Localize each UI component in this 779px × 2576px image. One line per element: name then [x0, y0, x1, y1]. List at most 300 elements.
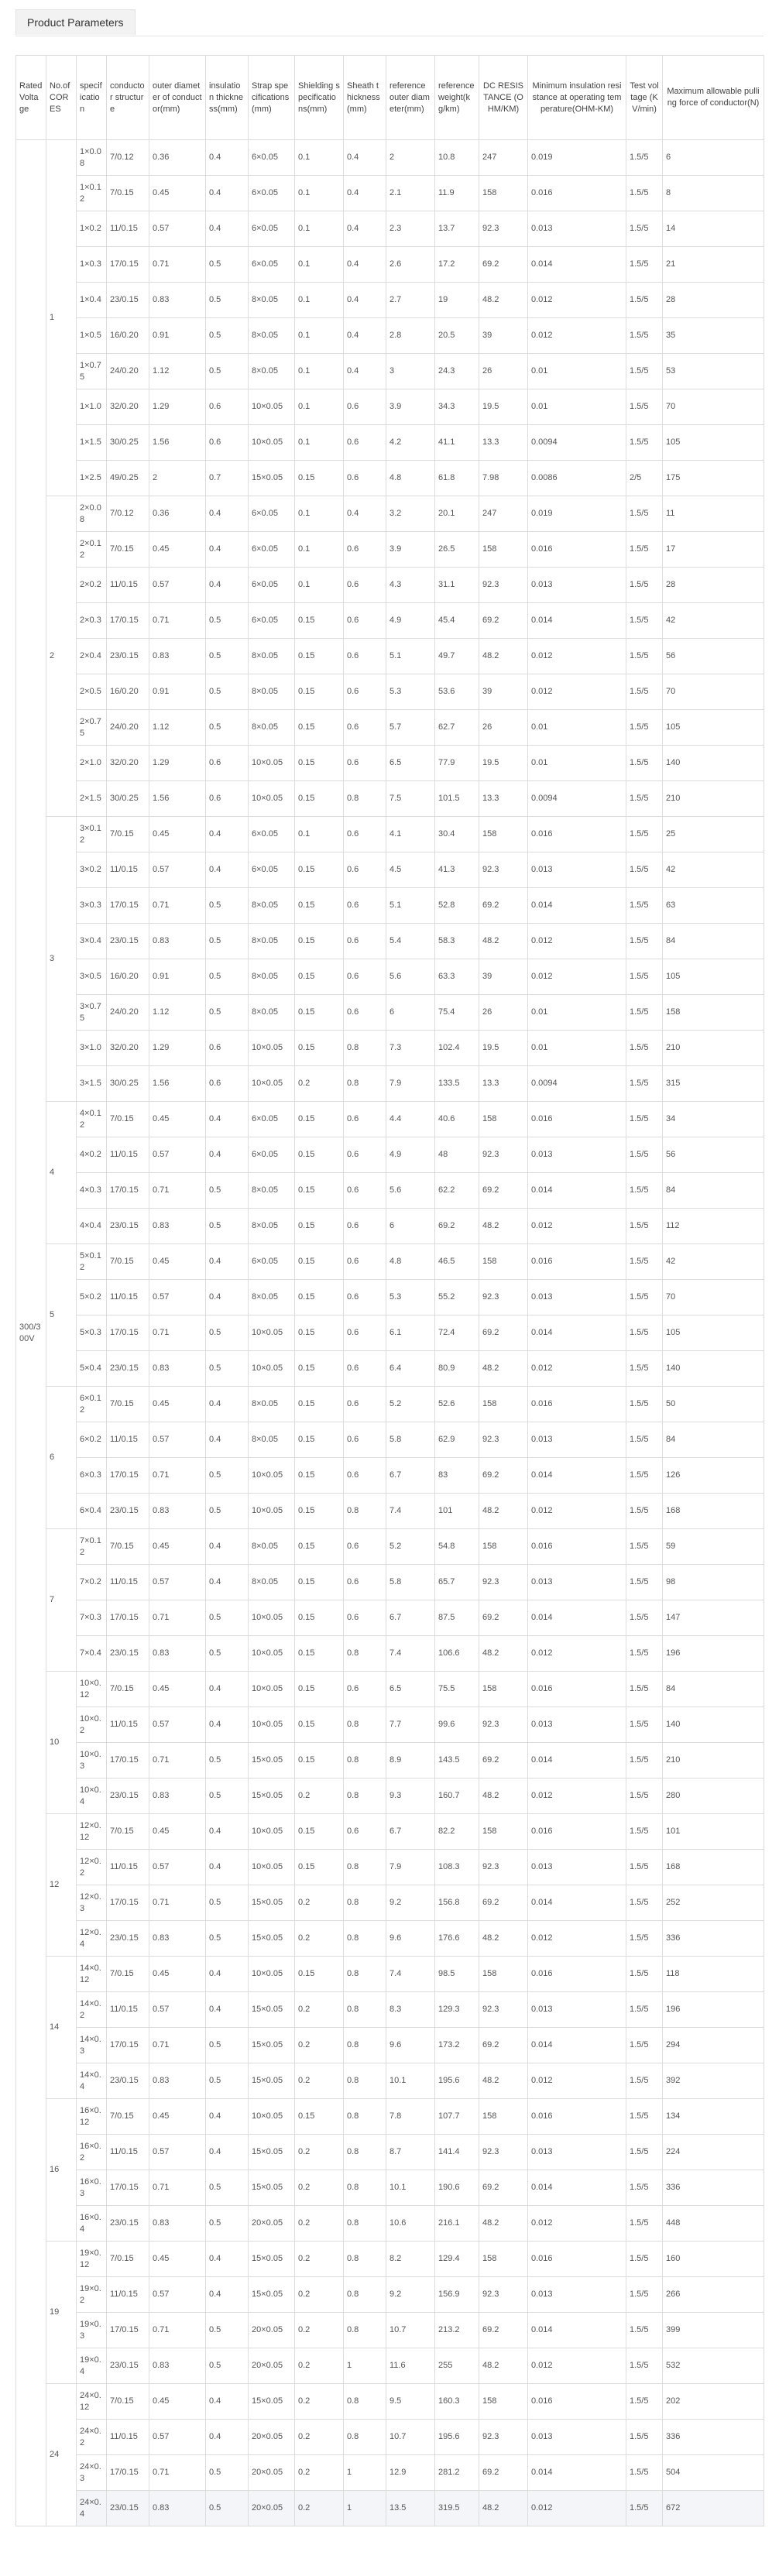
table-cell: 1.5/5 [626, 1707, 663, 1743]
table-cell: 0.8 [344, 1850, 386, 1885]
table-cell: 17/0.15 [107, 2313, 149, 2348]
table-cell: 448 [663, 2206, 764, 2242]
table-cell: 0.1 [295, 211, 344, 247]
table-cell: 7.98 [479, 461, 528, 496]
tab-bar [15, 9, 764, 36]
table-cell: 112 [663, 1209, 764, 1244]
table-cell: 0.15 [295, 1743, 344, 1779]
table-cell: 6.1 [386, 1315, 435, 1351]
table-cell: 4.9 [386, 1137, 435, 1173]
table-cell: 0.2 [295, 2028, 344, 2063]
table-cell: 0.1 [295, 247, 344, 283]
table-cell: 11/0.15 [107, 2135, 149, 2170]
table-cell: 0.4 [344, 247, 386, 283]
table-cell: 0.014 [528, 603, 626, 639]
table-cell: 0.57 [149, 1565, 206, 1600]
table-cell: 6×0.05 [249, 603, 295, 639]
table-cell: 0.013 [528, 2277, 626, 2313]
table-cell: 0.6 [344, 852, 386, 888]
table-cell: 0.2 [295, 2491, 344, 2526]
table-cell: 7/0.15 [107, 176, 149, 211]
table-cell: 6.5 [386, 746, 435, 781]
table-cell: 11.6 [386, 2348, 435, 2384]
table-cell: 392 [663, 2063, 764, 2099]
table-cell: 0.8 [344, 1992, 386, 2028]
table-row [16, 1422, 764, 1458]
table-cell: 0.4 [206, 532, 249, 568]
table-cell: 0.8 [344, 2063, 386, 2099]
table-cell: 0.013 [528, 2135, 626, 2170]
table-cell: 63 [663, 888, 764, 924]
table-cell: 11/0.15 [107, 1565, 149, 1600]
table-cell: 0.4 [344, 211, 386, 247]
table-row [16, 1209, 764, 1244]
table-cell: 0.014 [528, 1458, 626, 1494]
table-cell: 48.2 [479, 2491, 528, 2526]
table-cell: 14×0.3 [77, 2028, 107, 2063]
table-cell: 69.2 [479, 1600, 528, 1636]
table-cell: 0.4 [344, 354, 386, 389]
table-cell: 101 [663, 1814, 764, 1850]
table-row [16, 1814, 764, 1850]
table-cell: 62.9 [435, 1422, 479, 1458]
table-cell: 48.2 [479, 1351, 528, 1387]
table-row [16, 318, 764, 354]
table-cell: 48.2 [479, 1209, 528, 1244]
table-cell: 5.4 [386, 924, 435, 959]
table-cell: 108.3 [435, 1850, 479, 1885]
table-cell: 0.5 [206, 283, 249, 318]
table-cell: 8×0.05 [249, 318, 295, 354]
table-cell: 84 [663, 924, 764, 959]
table-cell: 105 [663, 710, 764, 746]
table-row [16, 1921, 764, 1957]
table-cell: 4.2 [386, 425, 435, 461]
table-cell: 0.6 [206, 425, 249, 461]
table-cell: 0.1 [295, 283, 344, 318]
table-cell: 0.6 [344, 1672, 386, 1707]
table-cell: 0.6 [344, 1387, 386, 1422]
table-cell: 1.5/5 [626, 603, 663, 639]
header-conductor-structure: conductor structure [107, 56, 149, 140]
table-cell: 10×0.05 [249, 1458, 295, 1494]
table-cell: 17 [663, 532, 764, 568]
table-cell: 0.71 [149, 1885, 206, 1921]
table-cell: 0.2 [295, 2242, 344, 2277]
table-cell: 23/0.15 [107, 924, 149, 959]
table-cell: 0.5 [206, 959, 249, 995]
table-cell: 0.5 [206, 1885, 249, 1921]
table-cell: 190.6 [435, 2170, 479, 2206]
table-cell: 158 [479, 1529, 528, 1565]
table-cell: 0.4 [206, 568, 249, 603]
table-cell: 10×0.05 [249, 746, 295, 781]
table-cell: 1.5/5 [626, 924, 663, 959]
table-cell: 0.8 [344, 781, 386, 817]
table-cell: 1.5/5 [626, 2384, 663, 2420]
table-cell: 0.15 [295, 1494, 344, 1529]
table-cell: 0.57 [149, 852, 206, 888]
table-cell: 134 [663, 2099, 764, 2135]
table-cell: 196 [663, 1992, 764, 2028]
table-cell: 0.1 [295, 496, 344, 532]
table-cell: 19.5 [479, 746, 528, 781]
table-cell: 20×0.05 [249, 2491, 295, 2526]
table-row [16, 1031, 764, 1066]
table-cell: 1.29 [149, 389, 206, 425]
table-cell: 280 [663, 1779, 764, 1814]
table-cell: 48.2 [479, 639, 528, 674]
table-cell: 2/5 [626, 461, 663, 496]
table-cell: 0.5 [206, 1921, 249, 1957]
table-cell: 17/0.15 [107, 1458, 149, 1494]
table-cell: 0.83 [149, 2491, 206, 2526]
table-cell: 1.5/5 [626, 1458, 663, 1494]
table-cell: 0.83 [149, 2348, 206, 2384]
table-cell: 49/0.25 [107, 461, 149, 496]
table-cell: 0.4 [206, 496, 249, 532]
table-cell: 1.5/5 [626, 496, 663, 532]
table-cell: 399 [663, 2313, 764, 2348]
cores-cell: 10 [46, 1672, 77, 1814]
table-cell: 69.2 [479, 1315, 528, 1351]
table-cell: 6×0.05 [249, 176, 295, 211]
table-cell: 15×0.05 [249, 2063, 295, 2099]
table-cell: 160.7 [435, 1779, 479, 1814]
table-row [16, 2242, 764, 2277]
table-cell: 80.9 [435, 1351, 479, 1387]
table-cell: 0.014 [528, 1743, 626, 1779]
table-cell: 0.15 [295, 1422, 344, 1458]
table-cell: 19.5 [479, 389, 528, 425]
table-cell: 0.8 [344, 1066, 386, 1102]
table-cell: 1.12 [149, 354, 206, 389]
table-cell: 1.5/5 [626, 2206, 663, 2242]
table-cell: 0.6 [206, 1031, 249, 1066]
table-cell: 0.1 [295, 140, 344, 176]
table-cell: 0.4 [206, 1992, 249, 2028]
table-cell: 0.2 [295, 1921, 344, 1957]
table-cell: 15×0.05 [249, 2170, 295, 2206]
cores-cell: 14 [46, 1957, 77, 2099]
table-cell: 92.3 [479, 852, 528, 888]
table-cell: 92.3 [479, 1280, 528, 1315]
table-cell: 0.71 [149, 1315, 206, 1351]
table-cell: 26 [479, 710, 528, 746]
table-cell: 1.5/5 [626, 1137, 663, 1173]
table-cell: 1.5/5 [626, 1992, 663, 2028]
table-cell: 0.012 [528, 1351, 626, 1387]
table-cell: 7/0.15 [107, 817, 149, 852]
table-cell: 3×0.3 [77, 888, 107, 924]
table-cell: 42 [663, 1244, 764, 1280]
table-cell: 168 [663, 1850, 764, 1885]
table-cell: 0.71 [149, 1173, 206, 1209]
table-cell: 0.1 [295, 817, 344, 852]
table-cell: 5×0.2 [77, 1280, 107, 1315]
table-cell: 23/0.15 [107, 1921, 149, 1957]
table-header-row [16, 56, 764, 140]
table-cell: 6×0.3 [77, 1458, 107, 1494]
table-cell: 140 [663, 1707, 764, 1743]
header-sheath-thickness: Sheath thickness(mm) [344, 56, 386, 140]
table-cell: 5.6 [386, 1173, 435, 1209]
table-row [16, 2063, 764, 2099]
table-cell: 0.016 [528, 1814, 626, 1850]
table-cell: 0.2 [295, 1066, 344, 1102]
table-row [16, 461, 764, 496]
table-cell: 84 [663, 1173, 764, 1209]
table-row [16, 2028, 764, 2063]
table-cell: 8×0.05 [249, 995, 295, 1031]
table-cell: 0.15 [295, 1636, 344, 1672]
table-cell: 14×0.2 [77, 1992, 107, 2028]
table-cell: 336 [663, 1921, 764, 1957]
table-cell: 0.57 [149, 2277, 206, 2313]
table-cell: 0.6 [344, 1209, 386, 1244]
table-cell: 10.7 [386, 2313, 435, 2348]
table-cell: 315 [663, 1066, 764, 1102]
table-cell: 0.15 [295, 1387, 344, 1422]
table-cell: 0.15 [295, 888, 344, 924]
table-cell: 92.3 [479, 568, 528, 603]
table-cell: 0.6 [344, 1422, 386, 1458]
table-row [16, 1565, 764, 1600]
table-cell: 1.5/5 [626, 1387, 663, 1422]
table-cell: 20×0.05 [249, 2348, 295, 2384]
table-cell: 7/0.15 [107, 1814, 149, 1850]
table-cell: 7/0.15 [107, 1672, 149, 1707]
table-cell: 6.7 [386, 1600, 435, 1636]
table-cell: 0.8 [344, 2170, 386, 2206]
table-cell: 0.4 [344, 318, 386, 354]
table-cell: 0.6 [344, 674, 386, 710]
table-row [16, 710, 764, 746]
table-cell: 10×0.2 [77, 1707, 107, 1743]
table-cell: 0.15 [295, 461, 344, 496]
table-cell: 84 [663, 1422, 764, 1458]
table-cell: 11/0.15 [107, 568, 149, 603]
table-cell: 176.6 [435, 1921, 479, 1957]
table-cell: 11/0.15 [107, 1850, 149, 1885]
table-cell: 319.5 [435, 2491, 479, 2526]
table-cell: 15×0.05 [249, 2135, 295, 2170]
table-cell: 1.5/5 [626, 639, 663, 674]
table-cell: 52.6 [435, 1387, 479, 1422]
table-cell: 336 [663, 2170, 764, 2206]
table-cell: 17/0.15 [107, 2028, 149, 2063]
table-cell: 101.5 [435, 781, 479, 817]
table-cell: 0.016 [528, 817, 626, 852]
table-cell: 1.5/5 [626, 1066, 663, 1102]
table-cell: 9.5 [386, 2384, 435, 2420]
table-cell: 11/0.15 [107, 852, 149, 888]
table-cell: 0.57 [149, 1850, 206, 1885]
table-cell: 1×0.08 [77, 140, 107, 176]
table-cell: 15×0.05 [249, 1743, 295, 1779]
table-cell: 7.4 [386, 1636, 435, 1672]
table-cell: 5.2 [386, 1387, 435, 1422]
table-cell: 156.8 [435, 1885, 479, 1921]
table-cell: 17/0.15 [107, 247, 149, 283]
table-cell: 0.8 [344, 2135, 386, 2170]
table-cell: 7/0.15 [107, 1244, 149, 1280]
table-cell: 0.01 [528, 746, 626, 781]
table-cell: 0.013 [528, 1992, 626, 2028]
table-cell: 0.01 [528, 354, 626, 389]
table-cell: 1.5/5 [626, 852, 663, 888]
table-cell: 98.5 [435, 1957, 479, 1992]
table-cell: 0.1 [295, 532, 344, 568]
table-cell: 39 [479, 959, 528, 995]
table-cell: 0.15 [295, 924, 344, 959]
table-cell: 1.5/5 [626, 1957, 663, 1992]
table-cell: 2×0.4 [77, 639, 107, 674]
table-cell: 48 [435, 1137, 479, 1173]
table-cell: 0.45 [149, 1387, 206, 1422]
table-cell: 15×0.05 [249, 1921, 295, 1957]
table-cell: 0.2 [295, 2455, 344, 2491]
table-cell: 2.3 [386, 211, 435, 247]
table-cell: 17/0.15 [107, 2455, 149, 2491]
table-cell: 2×0.2 [77, 568, 107, 603]
table-cell: 1.5/5 [626, 1280, 663, 1315]
table-cell: 8×0.05 [249, 1565, 295, 1600]
table-cell: 0.15 [295, 1173, 344, 1209]
table-cell: 0.6 [344, 1458, 386, 1494]
table-cell: 1.12 [149, 710, 206, 746]
table-cell: 1×0.12 [77, 176, 107, 211]
table-cell: 30/0.25 [107, 425, 149, 461]
table-cell: 10×0.05 [249, 1031, 295, 1066]
table-cell: 24×0.2 [77, 2420, 107, 2455]
table-cell: 92.3 [479, 1707, 528, 1743]
table-cell: 4.8 [386, 1244, 435, 1280]
table-cell: 195.6 [435, 2063, 479, 2099]
table-cell: 0.45 [149, 1102, 206, 1137]
table-cell: 4.5 [386, 852, 435, 888]
table-cell: 0.014 [528, 1173, 626, 1209]
table-cell: 6.4 [386, 1351, 435, 1387]
table-cell: 11/0.15 [107, 1280, 149, 1315]
table-cell: 1.5/5 [626, 1850, 663, 1885]
table-cell: 56 [663, 639, 764, 674]
table-cell: 0.15 [295, 781, 344, 817]
table-cell: 69.2 [479, 1458, 528, 1494]
table-cell: 1.5/5 [626, 1102, 663, 1137]
table-cell: 13.7 [435, 211, 479, 247]
table-cell: 0.7 [206, 461, 249, 496]
table-cell: 0.83 [149, 2206, 206, 2242]
table-cell: 158 [663, 995, 764, 1031]
table-cell: 0.01 [528, 389, 626, 425]
table-cell: 20×0.05 [249, 2313, 295, 2348]
table-cell: 0.012 [528, 1779, 626, 1814]
table-cell: 7.9 [386, 1850, 435, 1885]
table-cell: 1.5/5 [626, 2277, 663, 2313]
table-cell: 0.83 [149, 283, 206, 318]
table-cell: 13.3 [479, 781, 528, 817]
table-cell: 4.9 [386, 603, 435, 639]
table-cell: 0.2 [295, 2384, 344, 2420]
table-cell: 46.5 [435, 1244, 479, 1280]
tab-product-parameters[interactable]: Product Parameters [15, 9, 136, 35]
table-cell: 69.2 [479, 2455, 528, 2491]
table-row [16, 1173, 764, 1209]
table-cell: 0.45 [149, 2384, 206, 2420]
table-cell: 11/0.15 [107, 2420, 149, 2455]
table-cell: 1.5/5 [626, 1743, 663, 1779]
table-cell: 0.013 [528, 1707, 626, 1743]
table-cell: 8×0.05 [249, 1529, 295, 1565]
table-cell: 92.3 [479, 1137, 528, 1173]
table-cell: 2×0.5 [77, 674, 107, 710]
table-row [16, 247, 764, 283]
table-cell: 0.36 [149, 140, 206, 176]
table-cell: 0.012 [528, 1209, 626, 1244]
table-cell: 0.71 [149, 247, 206, 283]
table-row [16, 2491, 764, 2526]
table-cell: 672 [663, 2491, 764, 2526]
table-cell: 7.4 [386, 1957, 435, 1992]
table-row [16, 1066, 764, 1102]
table-cell: 0.4 [206, 1814, 249, 1850]
header-shielding-specifications: Shielding specifications(mm) [295, 56, 344, 140]
table-cell: 7×0.12 [77, 1529, 107, 1565]
table-cell: 3.9 [386, 389, 435, 425]
table-cell: 48.2 [479, 1636, 528, 1672]
table-cell: 19×0.12 [77, 2242, 107, 2277]
table-row [16, 1600, 764, 1636]
table-cell: 2×0.3 [77, 603, 107, 639]
table-cell: 0.15 [295, 674, 344, 710]
table-cell: 0.012 [528, 674, 626, 710]
table-cell: 7/0.15 [107, 2242, 149, 2277]
table-cell: 9.6 [386, 2028, 435, 2063]
table-cell: 0.83 [149, 1209, 206, 1244]
table-cell: 0.91 [149, 959, 206, 995]
table-cell: 10×0.05 [249, 1351, 295, 1387]
table-cell: 0.016 [528, 1244, 626, 1280]
table-cell: 0.012 [528, 959, 626, 995]
table-cell: 10×0.05 [249, 1957, 295, 1992]
table-cell: 53 [663, 354, 764, 389]
table-cell: 11/0.15 [107, 2277, 149, 2313]
table-cell: 3×0.75 [77, 995, 107, 1031]
table-cell: 54.8 [435, 1529, 479, 1565]
table-cell: 14 [663, 211, 764, 247]
table-cell: 0.012 [528, 2206, 626, 2242]
table-cell: 10×0.4 [77, 1779, 107, 1814]
table-cell: 1.5/5 [626, 1779, 663, 1814]
table-cell: 0.83 [149, 1779, 206, 1814]
table-cell: 5.7 [386, 710, 435, 746]
table-cell: 0.6 [344, 1529, 386, 1565]
table-cell: 0.15 [295, 959, 344, 995]
table-cell: 9.6 [386, 1921, 435, 1957]
table-cell: 6×0.05 [249, 568, 295, 603]
table-cell: 336 [663, 2420, 764, 2455]
table-cell: 1×1.5 [77, 425, 107, 461]
table-cell: 129.4 [435, 2242, 479, 2277]
table-cell: 19.5 [479, 1031, 528, 1066]
table-cell: 0.012 [528, 283, 626, 318]
table-cell: 1.5/5 [626, 1351, 663, 1387]
table-cell: 168 [663, 1494, 764, 1529]
table-row [16, 2384, 764, 2420]
table-cell: 41.1 [435, 425, 479, 461]
table-cell: 0.15 [295, 1209, 344, 1244]
